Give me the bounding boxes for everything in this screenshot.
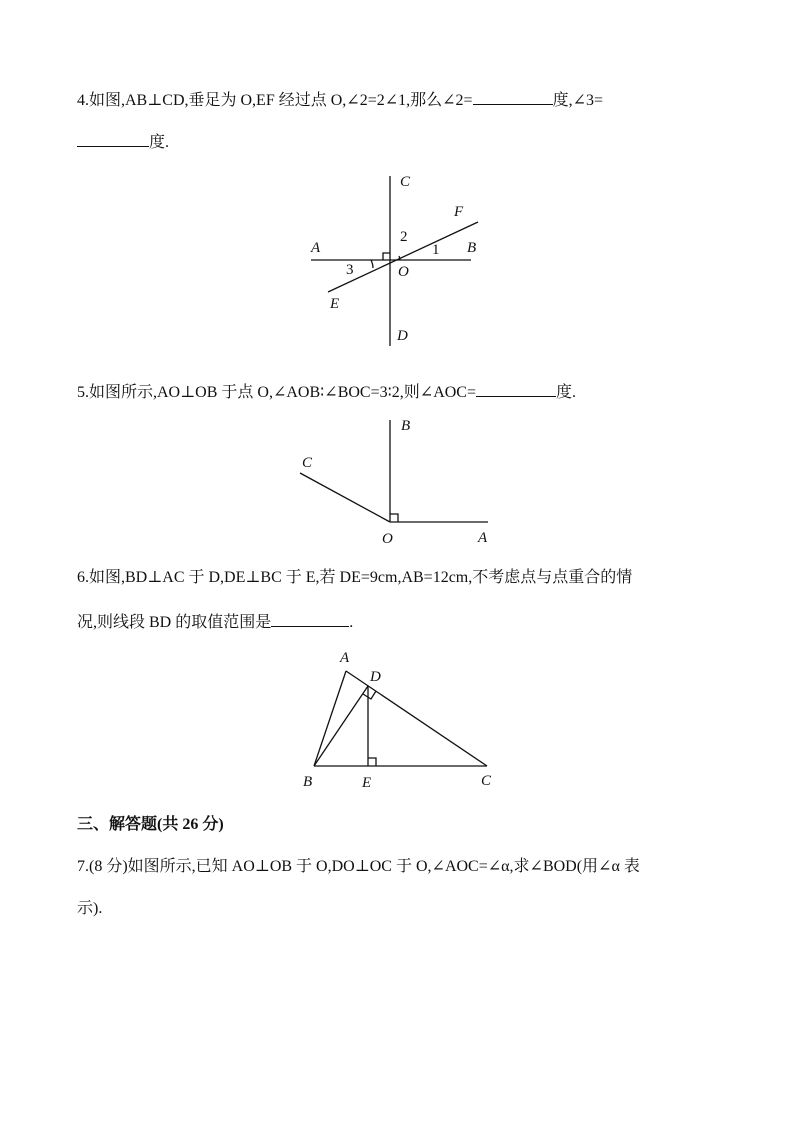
- q5-label-a: A: [478, 530, 488, 546]
- q5-label-o: O: [382, 531, 393, 547]
- q4-text-c: 度.: [149, 134, 170, 151]
- q4-label-d: D: [397, 328, 408, 344]
- q4-text-a: 4.如图,AB⊥CD,垂足为 O,EF 经过点 O,∠2=2∠1,那么∠2=: [77, 92, 473, 109]
- q4-label-f: F: [454, 204, 464, 220]
- q6-text-b: 况,则线段 BD 的取值范围是: [77, 614, 272, 631]
- q6-label-b: B: [303, 774, 313, 790]
- q6-right-angle-mark-e: [368, 758, 376, 766]
- q6-label-e: E: [362, 775, 372, 791]
- q5-text-b: 度.: [556, 384, 577, 401]
- q7-line-1: [77, 857, 640, 877]
- q4-label-angle3: 3: [346, 262, 354, 278]
- q4-label-angle1: 1: [432, 242, 440, 258]
- q6-label-c: C: [481, 773, 492, 789]
- section3-heading: 三、解答题(共 26 分): [77, 816, 224, 833]
- q6-label-a: A: [340, 650, 350, 666]
- q5-label-b: B: [401, 418, 411, 434]
- q4-label-c: C: [400, 174, 411, 190]
- q5-label-c: C: [302, 455, 313, 471]
- q4-text-b: 度,∠3=: [552, 92, 603, 109]
- q4-label-b: B: [467, 240, 477, 256]
- q6-segment-ac: [346, 671, 487, 766]
- q4-label-o: O: [398, 264, 409, 280]
- q6-segment-ab: [314, 671, 346, 766]
- q4-label-angle2: 2: [400, 229, 408, 245]
- q6-text-c: .: [349, 614, 354, 631]
- q7-text-b: 示).: [77, 900, 103, 917]
- q6-text-a: 6.如图,BD⊥AC 于 D,DE⊥BC 于 E,若 DE=9cm,AB=12cm,不考虑点与点重合的情: [77, 569, 633, 586]
- q6-segment-bd: [314, 686, 368, 766]
- q5-text-a: 5.如图所示,AO⊥OB 于点 O,∠AOB∶∠BOC=3∶2,则∠AOC=: [77, 384, 476, 401]
- q6-right-angle-mark-d: [363, 691, 376, 699]
- q7-line-2: [77, 899, 102, 919]
- q7-text-a: 7.(8 分)如图所示,已知 AO⊥OB 于 O,DO⊥OC 于 O,∠AOC=∠α,求∠BOD(用∠α 表: [77, 858, 640, 875]
- q6-label-d: D: [370, 669, 381, 685]
- q4-label-a: A: [311, 240, 321, 256]
- q4-label-e: E: [330, 296, 340, 312]
